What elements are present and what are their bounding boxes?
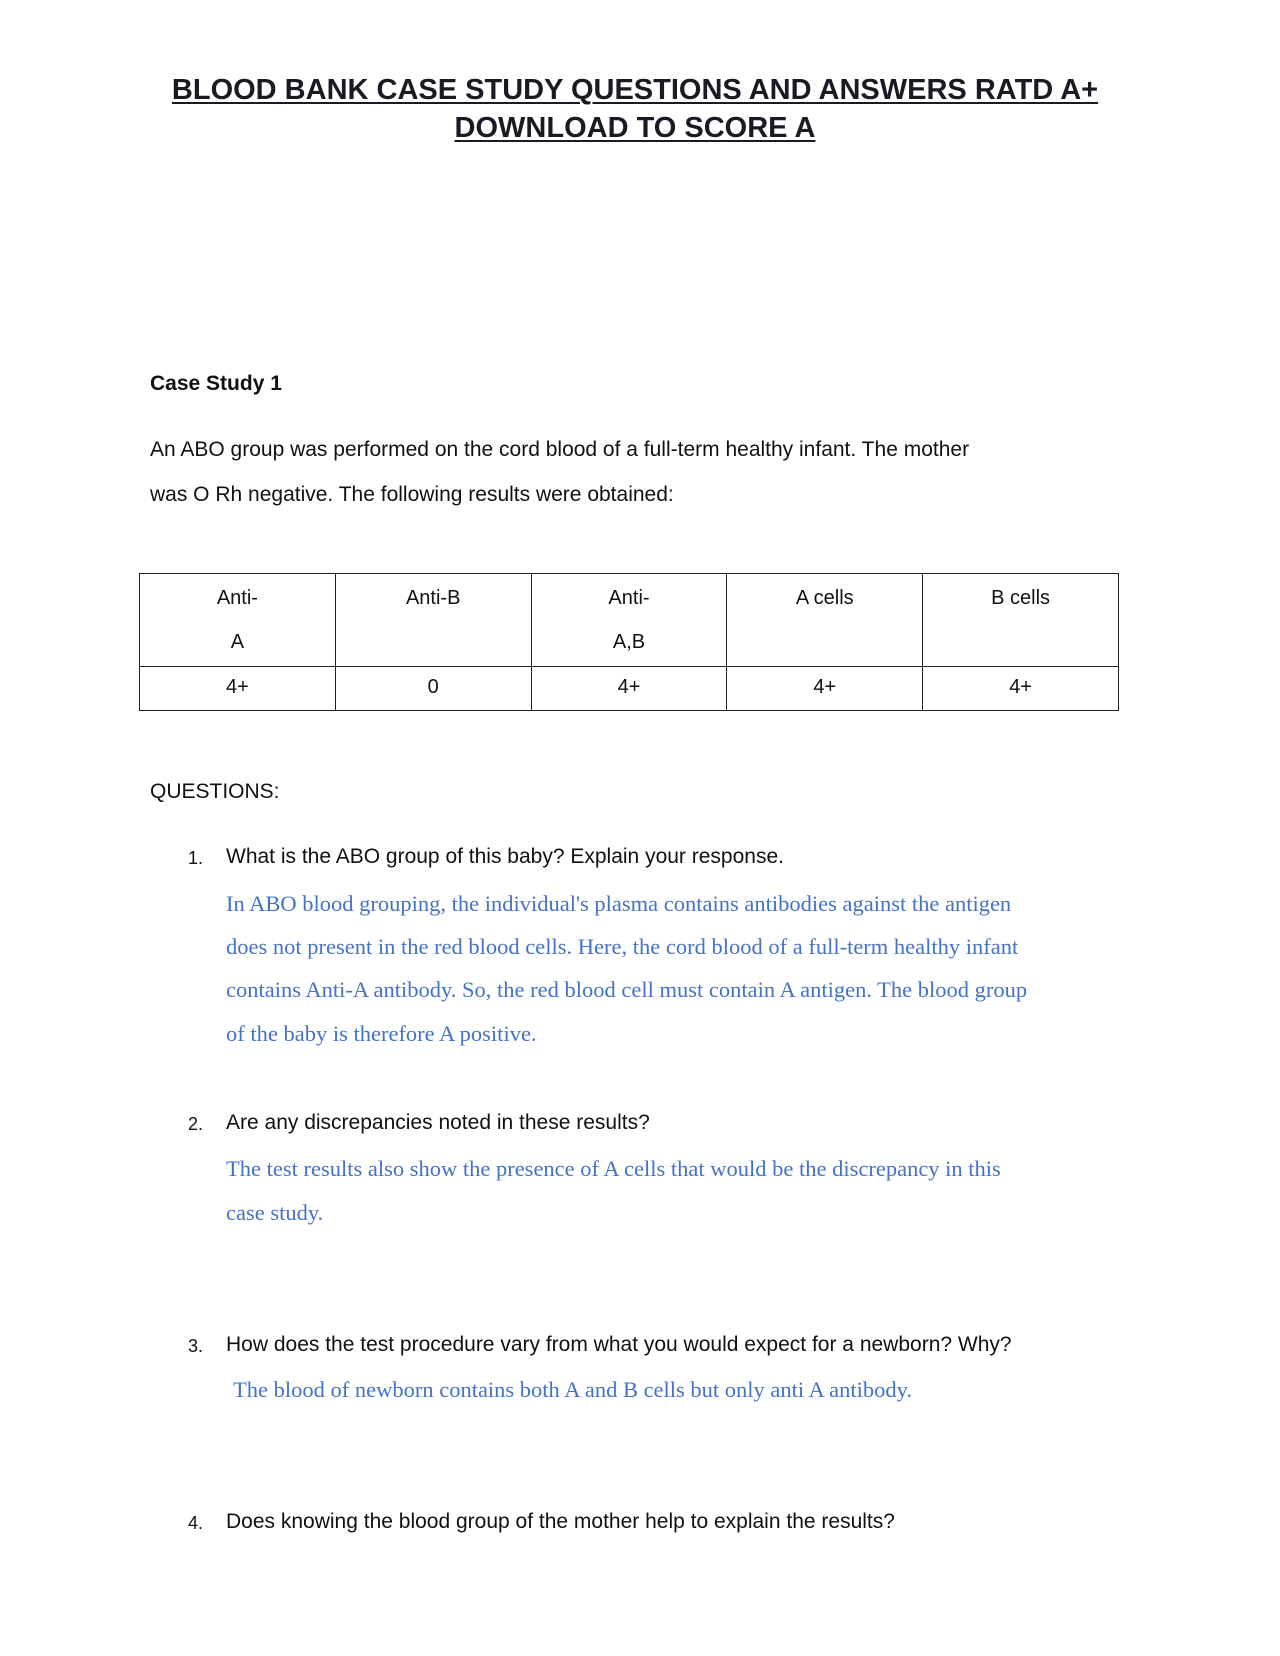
question-3-text: How does the test procedure vary from what you would expect for a newborn? Why? (226, 1333, 1012, 1356)
value-anti-ab: 4+ (531, 667, 727, 711)
intro-line-2: was O Rh negative. The following results were obtained: (150, 483, 674, 506)
question-4-number: 4. (188, 1513, 204, 1533)
answer-1-line-2: does not present in the red blood cells. Here, the cord blood of a full-term healthy infant (226, 934, 1019, 959)
question-4-text: Does knowing the blood group of the mother help to explain the results? (226, 1510, 895, 1533)
document-title-line-2: DOWNLOAD TO SCORE A (454, 112, 816, 144)
header-anti-ab: Anti- A,B (531, 574, 727, 667)
header-anti-a: Anti- A (140, 574, 336, 667)
table-row (140, 667, 1119, 711)
value-b-cells: 4+ (923, 667, 1119, 711)
header-b-cells: B cells (923, 574, 1119, 667)
question-2-text: Are any discrepancies noted in these results? (226, 1111, 650, 1134)
document-title-line-1: BLOOD BANK CASE STUDY QUESTIONS AND ANSWERS RATD A+ (171, 74, 1099, 106)
intro-line-1: An ABO group was performed on the cord blood of a full-term healthy infant. The mother (150, 438, 970, 461)
answer-1-line-3: contains Anti-A antibody. So, the red blood cell must contain A antigen. The blood group (226, 977, 1028, 1002)
answer-3-line-1: The blood of newborn contains both A and B cells but only anti A antibody. (233, 1377, 913, 1402)
header-a-cells: A cells (727, 574, 923, 667)
question-2-number: 2. (188, 1114, 204, 1134)
answer-2-line-2: case study. (226, 1200, 324, 1225)
value-anti-a: 4+ (140, 667, 336, 711)
value-a-cells: 4+ (727, 667, 923, 711)
header-anti-b: Anti-B (335, 574, 531, 667)
results-table (139, 573, 1119, 711)
questions-heading: QUESTIONS: (150, 780, 280, 803)
case-study-heading: Case Study 1 (150, 372, 282, 395)
question-3-number: 3. (188, 1336, 204, 1356)
answer-1-line-1: In ABO blood grouping, the individual's plasma contains antibodies against the antigen (226, 891, 1012, 916)
question-1-number: 1. (188, 848, 204, 868)
question-1-text: What is the ABO group of this baby? Explain your response. (226, 845, 784, 868)
value-anti-b: 0 (335, 667, 531, 711)
answer-2-line-1: The test results also show the presence of A cells that would be the discrepancy in this (226, 1156, 1001, 1181)
answer-1-line-4: of the baby is therefore A positive. (226, 1021, 537, 1046)
table-header-row (140, 574, 1119, 667)
